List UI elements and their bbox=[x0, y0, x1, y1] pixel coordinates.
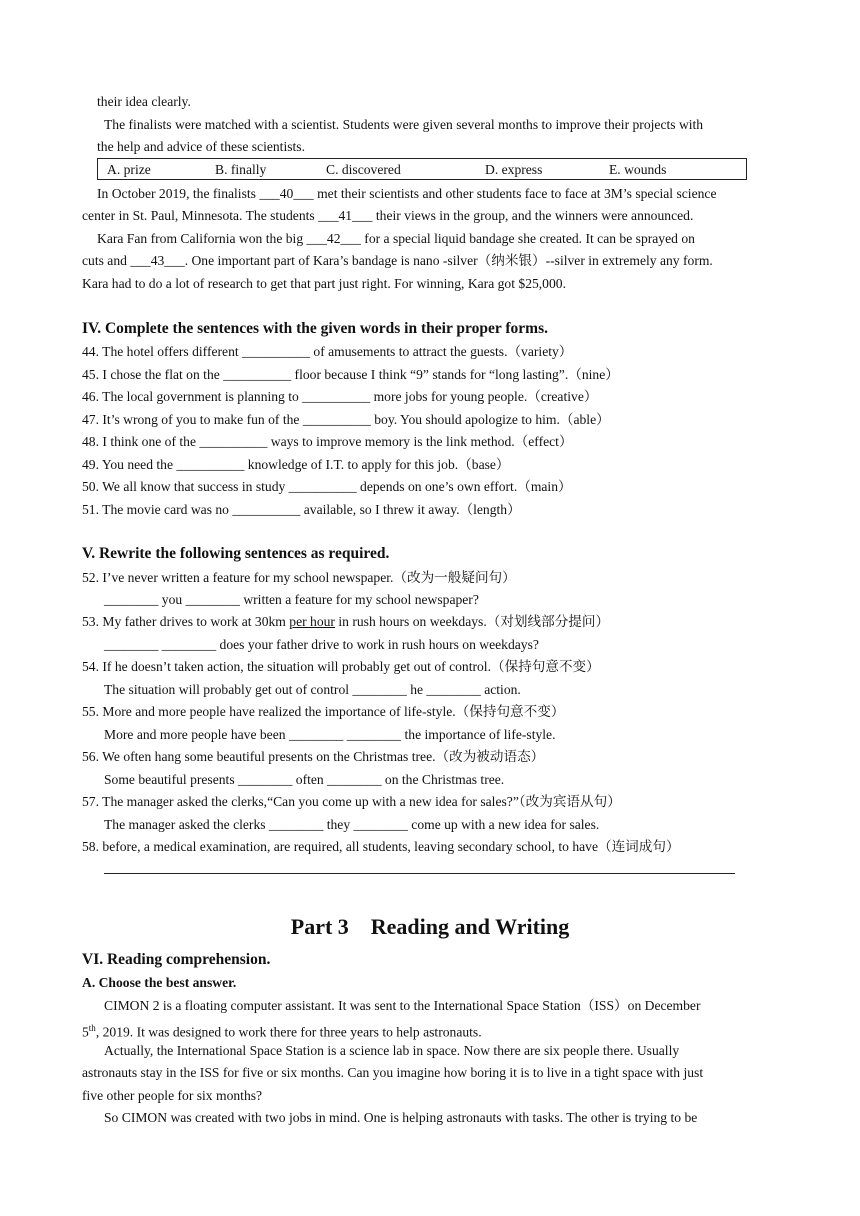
option-d: D. express bbox=[485, 162, 543, 177]
question-text: in rush hours on weekdays.（对划线部分提问） bbox=[334, 614, 610, 629]
answer-line: Some beautiful presents ________ often ________ on the Christmas tree. bbox=[104, 772, 505, 787]
exercise-item: 55. More and more people have realized the importance of life-style.（保持句意不变） bbox=[82, 704, 565, 719]
exercise-item: 48. I think one of the __________ ways to improve memory is the link method.（effect） bbox=[82, 434, 573, 449]
question-text: 53. My father drives to work at 30km bbox=[82, 614, 290, 629]
section-heading: VI. Reading comprehension. bbox=[82, 951, 271, 968]
section-heading: IV. Complete the sentences with the given words in their proper forms. bbox=[82, 320, 548, 337]
passage-line: their idea clearly. bbox=[97, 94, 191, 109]
option-c: C. discovered bbox=[326, 162, 401, 177]
passage-line: The finalists were matched with a scientist. Students were given several months to improve their projects with bbox=[104, 117, 704, 132]
subsection-heading: A. Choose the best answer. bbox=[82, 975, 237, 990]
date-suffix: th bbox=[88, 1023, 96, 1033]
answer-line: ________ ________ does your father drive to work in rush hours on weekdays? bbox=[104, 637, 539, 652]
underlined-phrase: per hour bbox=[289, 614, 335, 629]
reading-text: , 2019. It was designed to work there for three years to help astronauts. bbox=[95, 1024, 482, 1040]
reading-line bbox=[82, 1019, 482, 1042]
passage-line: cuts and ___43___. One important part of Kara’s bandage is nano -silver（纳米银）--silver in extremely any form. bbox=[82, 253, 713, 268]
option-e: E. wounds bbox=[609, 162, 667, 177]
exercise-item: 54. If he doesn’t taken action, the situation will probably get out of control.（保持句意不变） bbox=[82, 659, 600, 674]
exercise-item: 44. The hotel offers different __________ of amusements to attract the guests.（variety） bbox=[82, 344, 573, 359]
part-title: Part 3 Reading and Writing bbox=[290, 914, 570, 939]
passage-line: center in St. Paul, Minnesota. The students ___41___ their views in the group, and the winners were announced. bbox=[82, 208, 694, 223]
exercise-item: 51. The movie card was no __________ available, so I threw it away.（length） bbox=[82, 502, 521, 517]
answer-line: The manager asked the clerks ________ they ________ come up with a new idea for sales. bbox=[104, 817, 600, 832]
reading-line: Actually, the International Space Station is a science lab in space. Now there are six people there. Usually bbox=[104, 1043, 680, 1058]
date-day: 5 bbox=[82, 1024, 89, 1040]
exercise-item: 56. We often hang some beautiful presents on the Christmas tree.（改为被动语态） bbox=[82, 749, 545, 764]
exercise-item: 46. The local government is planning to __________ more jobs for young people.（creative） bbox=[82, 389, 598, 404]
exercise-item: 49. You need the __________ knowledge of I.T. to apply for this job.（base） bbox=[82, 457, 510, 472]
passage-line: the help and advice of these scientists. bbox=[97, 139, 305, 154]
exercise-item: 50. We all know that success in study __________ depends on one’s own effort.（main） bbox=[82, 479, 572, 494]
exercise-item bbox=[82, 613, 609, 631]
answer-line: ________ you ________ written a feature for my school newspaper? bbox=[104, 592, 479, 607]
reading-line: CIMON 2 is a floating computer assistant. It was sent to the International Space Station（ISS）on December bbox=[104, 998, 701, 1013]
reading-line: So CIMON was created with two jobs in mind. One is helping astronauts with tasks. The other is trying to be bbox=[104, 1110, 698, 1125]
answer-line: The situation will probably get out of control ________ he ________ action. bbox=[104, 682, 521, 697]
exercise-item: 58. before, a medical examination, are required, all students, leaving secondary school, to have（连词成句） bbox=[82, 839, 680, 854]
passage-line: Kara had to do a lot of research to get that part just right. For winning, Kara got $25,000. bbox=[82, 276, 566, 291]
reading-line: astronauts stay in the ISS for five or six months. Can you imagine how boring it is to live in a tight space with just bbox=[82, 1065, 704, 1080]
section-heading: V. Rewrite the following sentences as required. bbox=[82, 545, 390, 562]
exercise-item: 57. The manager asked the clerks,“Can you come up with a new idea for sales?”（改为宾语从句） bbox=[82, 794, 621, 809]
passage-line: Kara Fan from California won the big ___42___ for a special liquid bandage she created. It can be sprayed on bbox=[97, 231, 695, 246]
answer-line: More and more people have been ________ ________ the importance of life-style. bbox=[104, 727, 556, 742]
exercise-item: 47. It’s wrong of you to make fun of the __________ boy. You should apologize to him.（able） bbox=[82, 412, 610, 427]
answer-blank-line bbox=[104, 873, 735, 874]
option-a: A. prize bbox=[107, 162, 151, 177]
reading-line: five other people for six months? bbox=[82, 1088, 263, 1103]
exercise-item: 52. I’ve never written a feature for my school newspaper.（改为一般疑问句） bbox=[82, 570, 516, 585]
word-options-box bbox=[97, 158, 747, 180]
option-b: B. finally bbox=[215, 162, 267, 177]
passage-line: In October 2019, the finalists ___40___ met their scientists and other students face to face at 3M’s special science bbox=[97, 186, 717, 201]
exercise-item: 45. I chose the flat on the __________ floor because I think “9” stands for “long lasting”.（nine） bbox=[82, 367, 619, 382]
